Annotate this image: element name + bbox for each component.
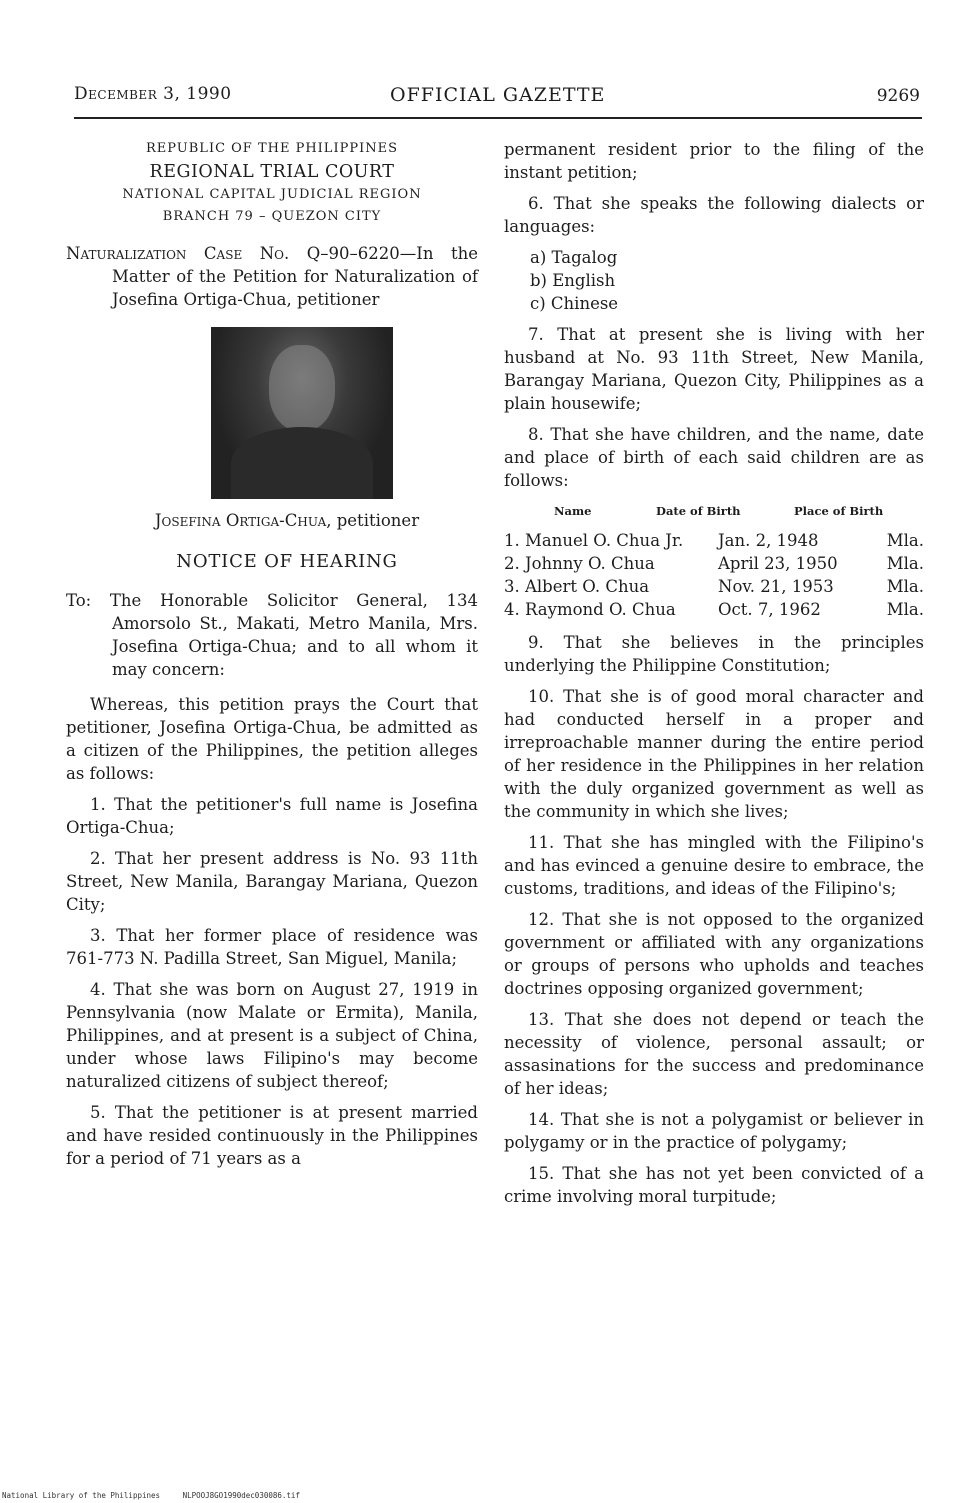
language-list <box>504 246 924 315</box>
child-birthplace: Mla. <box>886 554 924 573</box>
photo-caption <box>96 509 478 532</box>
child-birthdate: Oct. 7, 1962 <box>718 600 821 619</box>
child-name: 3. Albert O. Chua <box>504 577 650 596</box>
court-name: REGIONAL TRIAL COURT <box>149 162 395 182</box>
child-birthplace: Mla. <box>886 577 924 596</box>
child-birthplace: Mla. <box>886 531 924 550</box>
court-branch: BRANCH 79 – QUEZON CITY <box>162 209 382 224</box>
language-item: a) Tagalog <box>530 248 618 267</box>
case-lead: Naturalization Case No. <box>66 244 290 263</box>
header-place: Place of Birth <box>794 504 884 518</box>
child-name: 4. Raymond O. Chua <box>504 600 676 619</box>
header-rule <box>74 117 922 119</box>
petitioner-photo <box>211 327 393 499</box>
left-column <box>66 138 478 1178</box>
table-row <box>504 575 924 598</box>
judicial-region: NATIONAL CAPITAL JUDICIAL REGION <box>122 187 422 202</box>
whereas-paragraph: Whereas, this petition prays the Court that petitioner, Josefina Ortiga-Chua, be admitted as a citizen of the Philippines, the petition alleges as follows: <box>66 695 478 783</box>
page-header <box>74 84 922 110</box>
photo-face <box>269 345 335 431</box>
footer-library: National Library of the Philippines <box>2 1491 161 1500</box>
case-text: Q–90–6220—In the Matter of the Petition for Naturalization of Josefina Ortiga-Chua, petitioner <box>112 244 478 309</box>
allegation-6: 6. That she speaks the following dialects or languages: <box>504 194 924 236</box>
child-birthdate: April 23, 1950 <box>718 554 838 573</box>
allegation-1: 1. That the petitioner's full name is Josefina Ortiga-Chua; <box>66 795 478 837</box>
case-caption <box>66 242 478 311</box>
allegation-15: 15. That she has not yet been convicted of a crime involving moral turpitude; <box>504 1164 924 1206</box>
table-row <box>504 529 924 552</box>
allegation-9: 9. That she believes in the principles underlying the Philippine Constitution; <box>504 633 924 675</box>
child-name: 2. Johnny O. Chua <box>504 554 655 573</box>
language-item: c) Chinese <box>530 294 619 313</box>
child-birthdate: Jan. 2, 1948 <box>718 531 819 550</box>
caption-role: petitioner <box>336 511 420 530</box>
right-column <box>504 138 924 1216</box>
photo-body <box>231 427 373 499</box>
page-number: 9269 <box>876 86 920 106</box>
children-table-header <box>504 500 924 523</box>
header-name: Name <box>554 504 592 518</box>
allegation-10: 10. That she is of good moral character and had conducted herself in a proper and irreproachable manner during the entire period of her residence in the Philippines in her relation with the duly organized government as well as the community in which she lives; <box>504 687 924 821</box>
footer-filename: NLPOOJ8GO1990dec030086.tif <box>182 1491 300 1500</box>
allegation-12: 12. That she is not opposed to the organized government or affiliated with any organizations or groups of persons who upholds and teaches doctrines opposing organized government; <box>504 910 924 998</box>
allegation-5: 5. That the petitioner is at present married and have resided continuously in the Philippines for a period of 71 years as a <box>66 1103 478 1168</box>
allegation-7: 7. That at present she is living with her husband at No. 93 11th Street, New Manila, Barangay Mariana, Quezon City, Philippines as a plain housewife; <box>504 325 924 413</box>
table-row <box>504 598 924 621</box>
publication-title: OFFICIAL GAZETTE <box>390 84 606 106</box>
child-birthdate: Nov. 21, 1953 <box>718 577 834 596</box>
republic-line: REPUBLIC OF THE PHILIPPINES <box>146 141 398 156</box>
language-item: b) English <box>530 271 616 290</box>
allegation-3: 3. That her former place of residence was 761-773 N. Padilla Street, San Miguel, Manila; <box>66 926 478 968</box>
caption-name: Josefina Ortiga-Chua, <box>154 511 332 530</box>
table-row <box>504 552 924 575</box>
issue-date: December 3, 1990 <box>74 84 232 104</box>
child-name: 1. Manuel O. Chua Jr. <box>504 531 684 550</box>
child-birthplace: Mla. <box>886 600 924 619</box>
court-heading <box>66 138 478 228</box>
allegation-4: 4. That she was born on August 27, 1919 in Pennsylvania (now Malate or Ermita), Manila, Philippines, and at present is a subject of China, under whose laws Filipino's may become naturalized citizens of subject thereof; <box>66 980 478 1091</box>
allegation-13: 13. That she does not depend or teach the necessity of violence, personal assault; or assasinations for the success and predominance of her ideas; <box>504 1010 924 1098</box>
addressee-block: To: The Honorable Solicitor General, 134 Amorsolo St., Makati, Metro Manila, Mrs. Josefina Ortiga-Chua; and to all whom it may concern: <box>66 591 478 679</box>
header-date: Date of Birth <box>656 504 741 518</box>
scan-footer <box>2 1491 318 1500</box>
allegation-11: 11. That she has mingled with the Filipino's and has evinced a genuine desire to embrace, the customs, traditions, and ideas of the Filipino's; <box>504 833 924 898</box>
allegation-14: 14. That she is not a polygamist or believer in polygamy or in the practice of polygamy; <box>504 1110 924 1152</box>
children-table <box>504 500 924 621</box>
allegation-8: 8. That she have children, and the name, date and place of birth of each said children are as follows: <box>504 425 924 490</box>
notice-title: NOTICE OF HEARING <box>176 551 398 572</box>
allegation-5-continued: permanent resident prior to the filing of the instant petition; <box>504 140 924 182</box>
allegation-2: 2. That her present address is No. 93 11th Street, New Manila, Barangay Mariana, Quezon City; <box>66 849 478 914</box>
